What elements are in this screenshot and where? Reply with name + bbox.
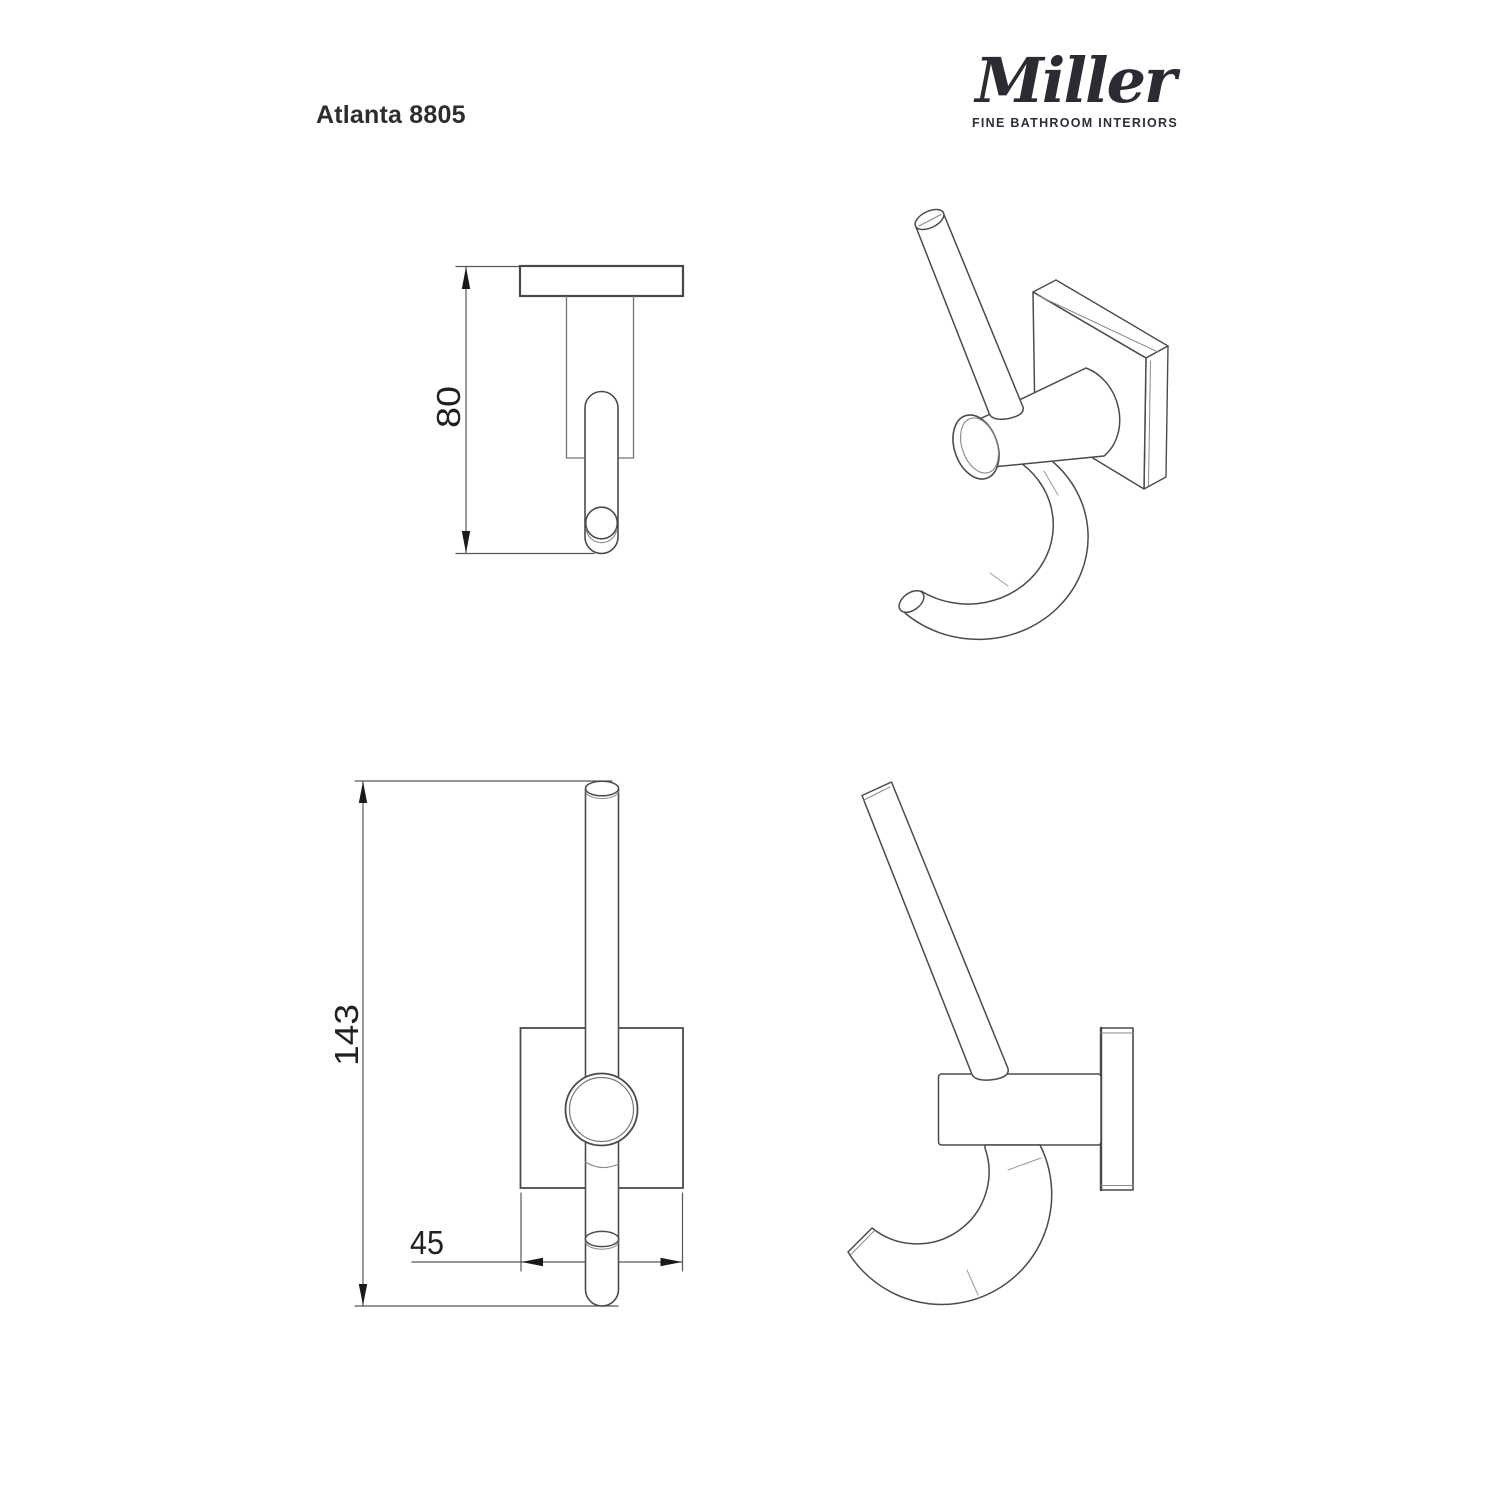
hook-joint-line-lower [990, 573, 1008, 586]
upper-hook-rod [916, 214, 1023, 420]
hook-tip-cap [585, 1231, 618, 1246]
cylinder-cap-outer [566, 1074, 638, 1146]
dimension-label-45: 45 [410, 1224, 444, 1261]
dimension-label-80: 80 [430, 391, 467, 428]
mounting-cylinder [939, 1074, 1102, 1145]
wall-plate [1101, 1028, 1133, 1190]
arrowhead-left [522, 1258, 544, 1266]
top-view [430, 266, 683, 554]
rod-top-cap [586, 781, 619, 796]
dimension-label-143: 143 [328, 1010, 365, 1066]
vertical-rod [586, 789, 619, 1306]
arrowhead-right [661, 1258, 683, 1266]
perspective-view [895, 205, 1168, 639]
brand-logo: Miller [975, 44, 1175, 117]
brand-tagline: FINE BATHROOM INTERIORS [971, 116, 1179, 131]
hook-arm [905, 458, 1088, 640]
side-view [848, 782, 1133, 1304]
hook-tip-circle [586, 507, 618, 539]
arrowhead-up [359, 782, 367, 804]
product-title: Atlanta 8805 [316, 101, 466, 129]
arrowhead-up [462, 267, 470, 289]
upper-hook-rod [862, 782, 1008, 1080]
front-view [328, 781, 683, 1306]
arrowhead-down [462, 531, 470, 553]
wall-plate-edge [520, 266, 683, 296]
hook-arm [848, 1145, 1052, 1304]
plate-side-face [1144, 346, 1168, 489]
arrowhead-down [359, 1284, 367, 1306]
